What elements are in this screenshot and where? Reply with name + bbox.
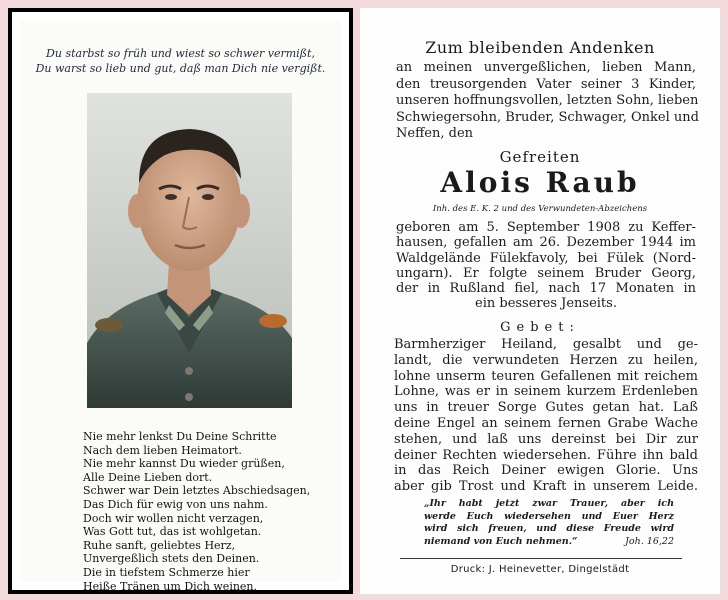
top-verse-line: Du starbst so früh und wiest so schwer vermißt, — [46, 47, 315, 60]
dedication-line: unseren hoffnungsvollen, letzten Sohn, lieben — [396, 93, 699, 109]
prayer-line: in das Reich Deiner ewigen Glorie. Uns — [394, 463, 698, 479]
prayer-line: landt, die verwundeten Herzen zu heilen, — [394, 352, 698, 368]
dedication-line: Neffen, den — [396, 126, 474, 142]
bio-line: ein besseres Jenseits. — [475, 296, 617, 312]
poem-line: Schwer war Dein letztes Abschiedsagen, — [83, 484, 311, 498]
dedication-line: den treusorgenden Vater seiner 3 Kinder, — [396, 76, 696, 92]
portrait-illustration — [87, 93, 292, 408]
left-card — [8, 8, 353, 594]
memorial-poem — [83, 430, 313, 593]
prayer-line: deine Engel an seinem fernen Grabe Wache — [394, 415, 698, 431]
poem-line: Nie mehr lenkst Du Deine Schritte — [83, 430, 277, 443]
top-verse — [20, 46, 341, 76]
quote-line: wird sich freuen, und diese Freude wird — [424, 523, 674, 534]
right-card — [360, 8, 720, 594]
dedication-text — [396, 60, 699, 143]
military-rank: Gefreiten — [499, 148, 581, 166]
printer-credit: Druck: J. Heinevetter, Dingelstädt — [450, 564, 630, 575]
poem-line: Nach dem lieben Heimatort. — [83, 443, 242, 457]
bible-quote — [424, 498, 674, 548]
prayer-line: lohne unserm teuren Gefallenen mit reichem — [394, 368, 698, 384]
poem-line: Alle Deine Lieben dort. — [83, 470, 213, 484]
deceased-name: Alois Raub — [440, 166, 640, 199]
poem-line: Ruhe sanft, geliebtes Herz, — [83, 538, 236, 552]
divider-line — [400, 558, 682, 559]
dedication-line: Schwiegersohn, Bruder, Schwager, Onkel und — [396, 109, 699, 125]
memorial-heading: Zum bleibenden Andenken — [425, 38, 655, 57]
prayer-line: stehen, und laß uns dereinst bei Dir zur — [394, 431, 698, 447]
poem-line: Heiße Tränen um Dich weinen. — [83, 579, 258, 593]
bio-line: hausen, gefallen am 26. Dezember 1944 im — [396, 235, 696, 251]
poem-line: Die in tiefstem Schmerze hier — [83, 565, 250, 579]
poem-line: Das Dich für ewig von uns nahm. — [83, 497, 268, 511]
bio-line: Waldgelände Fülekfavoly, bei Fülek (Nord- — [396, 250, 696, 266]
awards-line: Inh. des E. K. 2 und des Verwundeten-Abzeichens — [432, 204, 648, 214]
biography-text — [396, 220, 696, 312]
soldier-portrait-photo — [87, 93, 292, 408]
prayer-line: Barmherziger Heiland, gesalbt und ge- — [394, 337, 698, 352]
poem-line: Doch wir wollen nicht verzagen, — [83, 511, 264, 525]
bio-line: der in Rußland fiel, nach 17 Monaten in — [396, 281, 696, 297]
prayer-line: deiner Rechten wiedersehen. Führe ihn bald — [394, 447, 698, 463]
poem-line: Was Gott tut, das ist wohlgetan. — [83, 525, 262, 539]
quote-line: werde Euch wiedersehen und Euer Herz — [424, 510, 674, 522]
quote-reference: Joh. 16,22 — [625, 535, 674, 547]
top-verse-line: Du warst so lieb und gut, daß man Dich nie vergißt. — [35, 62, 326, 75]
left-card-panel — [20, 20, 341, 593]
dedication-line: an meinen unvergeßlichen, lieben Mann, — [396, 60, 696, 75]
prayer-line: Lohne, was er in seinem kurzem Erdenleben — [394, 384, 698, 400]
quote-line-last — [424, 536, 674, 549]
prayer-text — [394, 337, 698, 495]
prayer-line: uns in treuer Sorge Gutes getan hat. Laß — [394, 400, 698, 416]
bio-line: ungarn). Er folgte seinem Bruder Georg, — [396, 265, 696, 281]
left-card-border — [12, 12, 349, 593]
poem-line: Nie mehr kannst Du wieder grüßen, — [83, 457, 285, 471]
prayer-line: aber gib Trost und Kraft in unserem Leide. — [394, 479, 698, 495]
bio-line: geboren am 5. September 1908 zu Keffer- — [396, 220, 696, 235]
quote-line: niemand von Euch nehmen.“ — [424, 535, 578, 547]
prayer-title: Gebet: — [500, 320, 580, 335]
quote-line: „Ihr habt jetzt zwar Trauer, aber ich — [424, 498, 674, 509]
poem-line: Unvergeßlich stets den Deinen. — [83, 552, 260, 566]
